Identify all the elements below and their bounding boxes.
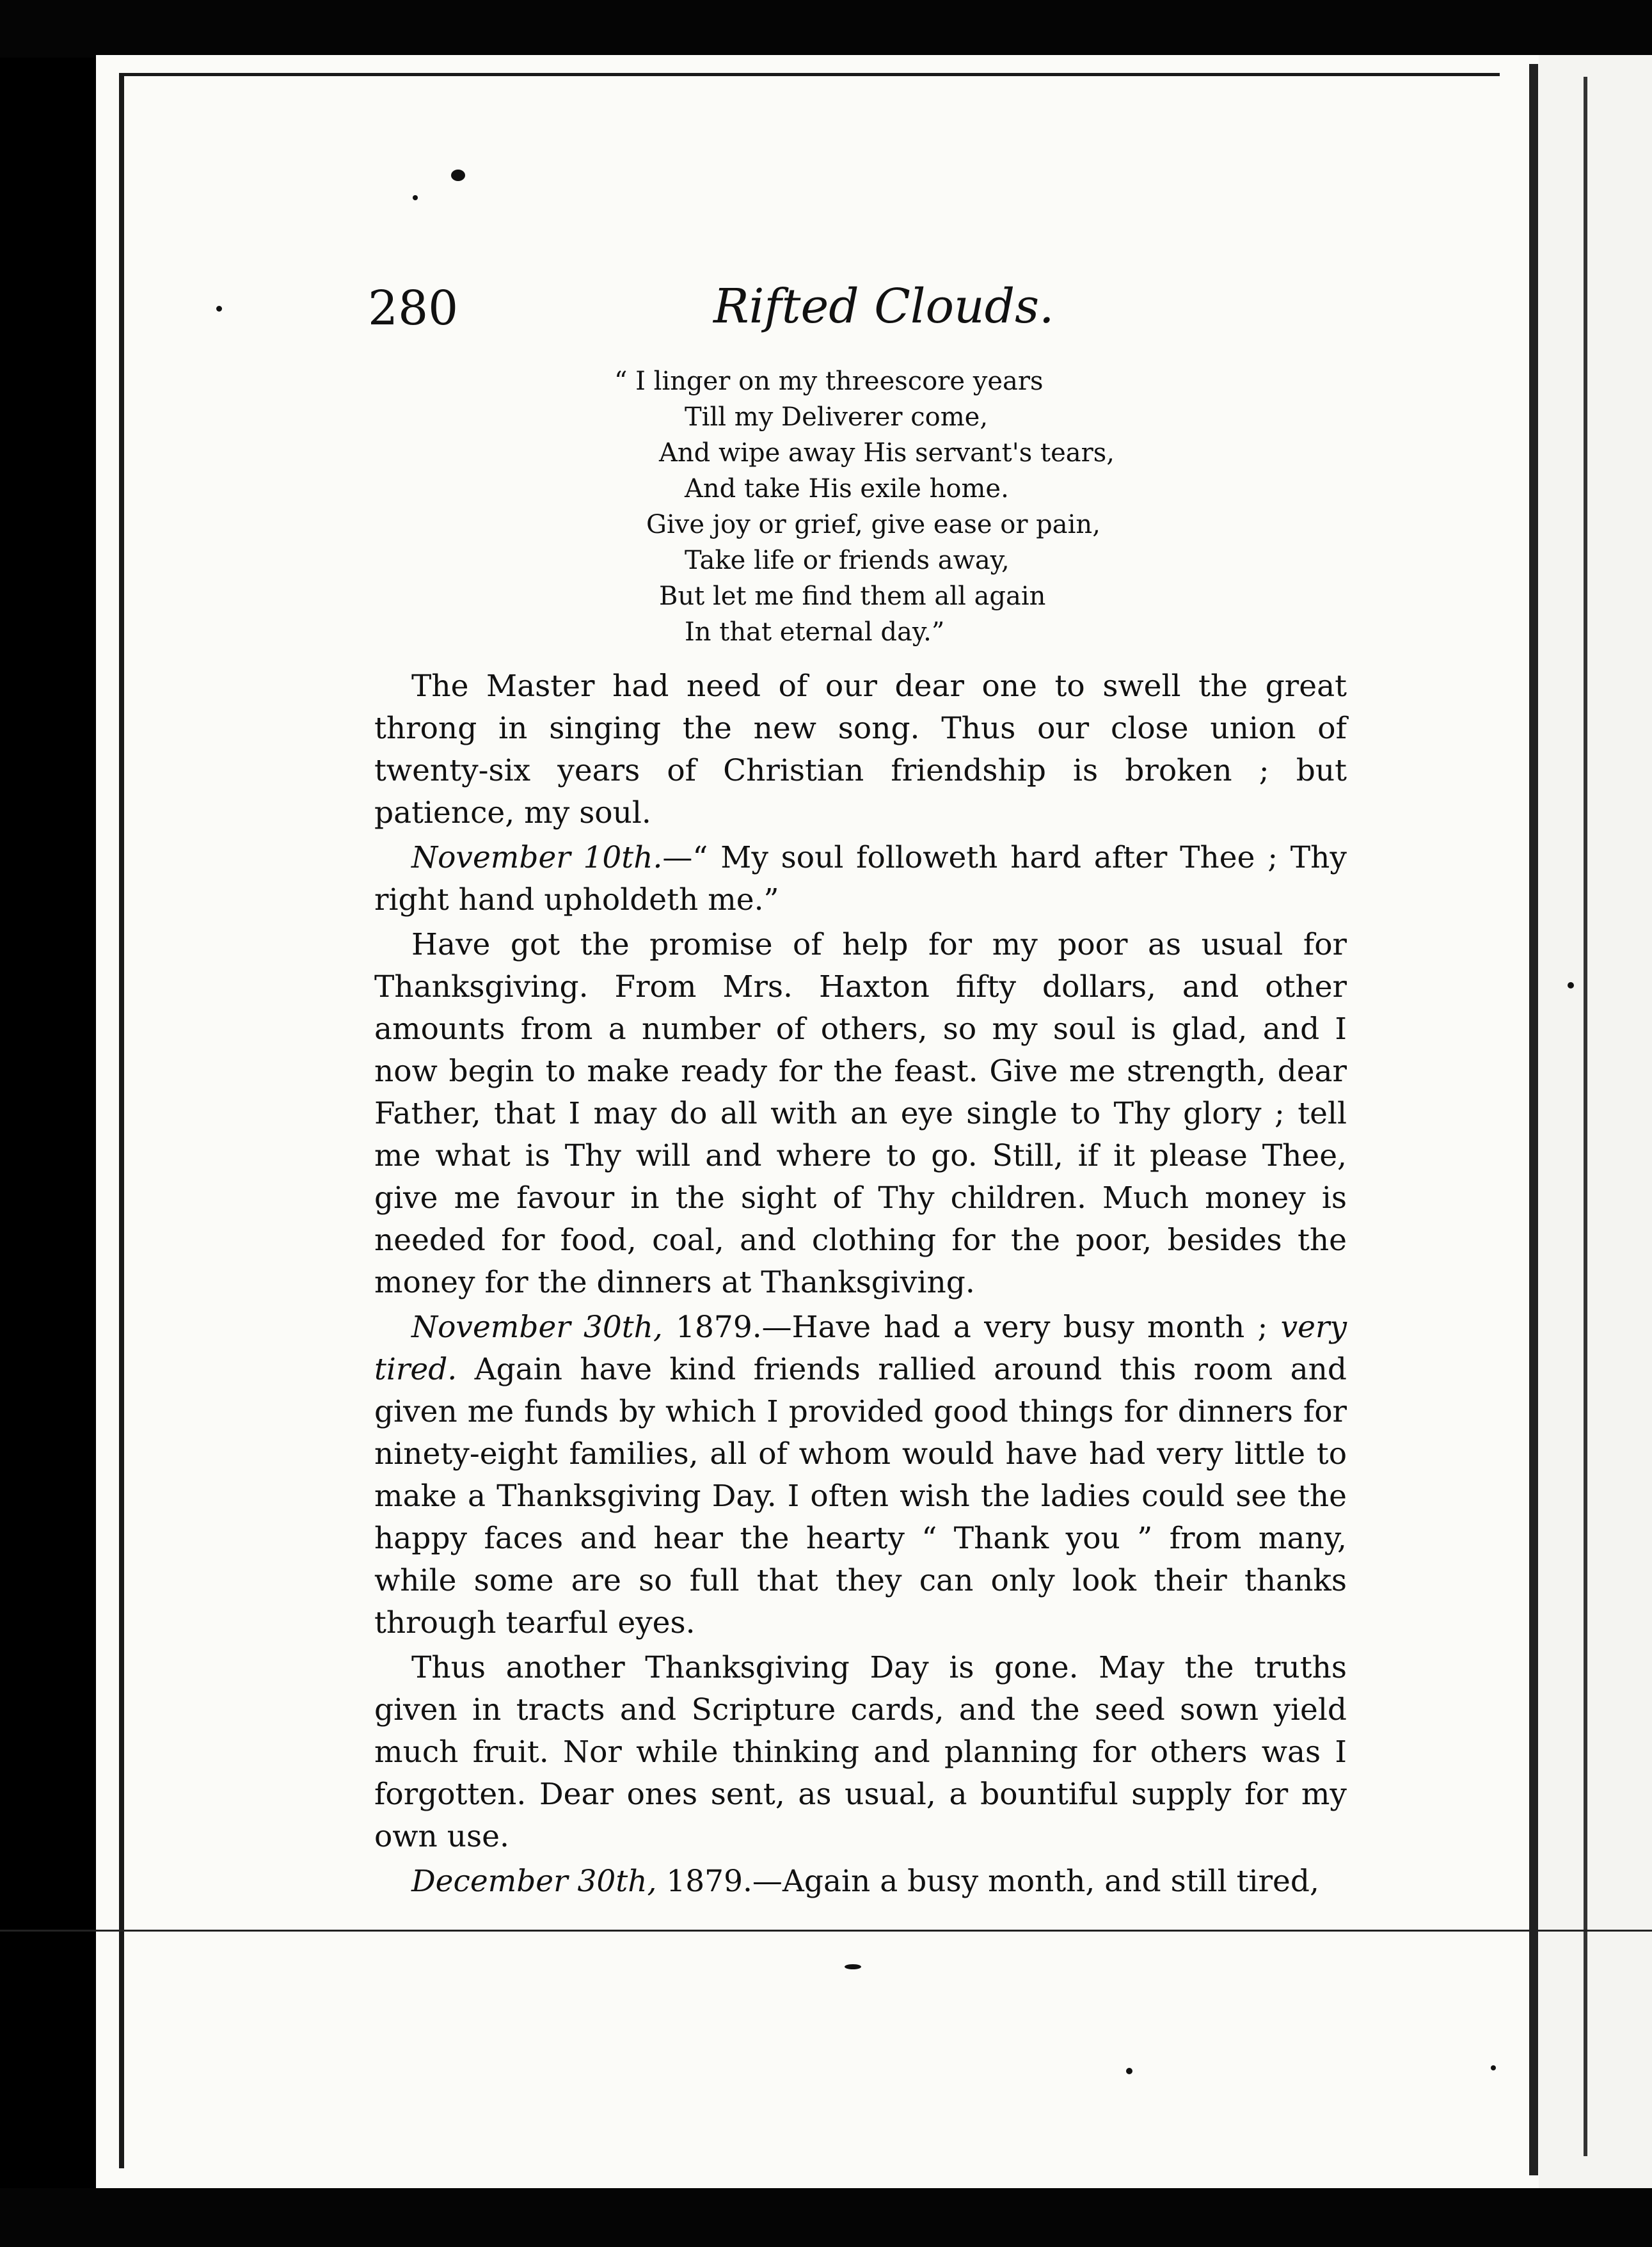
scan-speck [451,170,465,181]
scan-speck [216,306,222,312]
poem-line: Till my Deliverer come, [685,402,989,432]
scan-horizontal-line [0,1930,1652,1932]
scan-speck [413,195,418,200]
page-spine-edge [1529,64,1538,2175]
diary-date: December 30th, [411,1864,657,1899]
paragraph [374,837,1347,921]
body-text [374,665,1347,1905]
poem-line: In that eternal day.” [685,617,945,647]
paragraph [374,1861,1347,1903]
scan-speck [1126,2068,1132,2074]
scan-speck [1568,982,1574,989]
scan-bottom-border [0,2188,1652,2247]
poem-line: “ I linger on my threescore years [614,367,1044,396]
poem-line: Take life or friends away, [685,546,1010,575]
diary-date: November 10th. [411,840,663,875]
adjacent-page-edge [1584,77,1587,2156]
running-title: Rifted Clouds. [713,279,1054,334]
paragraph [374,1306,1347,1644]
scan-speck [1491,2065,1496,2070]
page-number: 280 [368,281,459,336]
poem-line: But let me find them all again [659,582,1046,611]
emphasis: very tired. [374,1310,1347,1387]
poem-line: And wipe away His servant's tears, [659,438,1115,468]
paragraph-text: 1879.—Have had a very busy month ; [662,1310,1281,1345]
poem-line: And take His exile home. [685,474,1009,504]
paragraph-text: Again have kind friends rallied around this room and given me funds by which I provided good things for dinners for ninety-eight families, all of whom would have had very little to make a Thanksgiving Day. I often wish the ladies could see the happy faces and hear the hearty “ Thank you ” from many, while some are so full that they can only look their thanks through tearful eyes. [374,1352,1347,1640]
adjacent-page-strip [1539,55,1652,2192]
poem-stanza [614,363,1241,650]
scan-speck [845,1964,861,1969]
paragraph: The Master had need of our dear one to swell the great throng in singing the new song. Thus our close union of twenty-six years of Christian friendship is broken ; but patience, my soul. [374,669,1347,830]
poem-line: Give joy or grief, give ease or pain, [646,510,1100,539]
paragraph-text: —“ My soul followeth hard after Thee ; Thy right hand upholdeth me.” [374,840,1347,917]
paragraph: Have got the promise of help for my poor as usual for Thanksgiving. From Mrs. Haxton fifty dollars, and other amounts from a number of others, so my soul is glad, and I now begin to make ready for the feast. Give me strength, dear Father, that I may do all with an eye single to Thy glory ; tell me what is Thy will and where to go. Still, if it please Thee, give me favour in the sight of Thy children. Much money is needed for food, coal, and clothing for the poor, besides the money for the dinners at Thanksgiving. [374,927,1347,1300]
paragraph-text: 1879.—Again a busy month, and still tired, [656,1864,1319,1899]
scan-top-border [0,0,1652,58]
paragraph: Thus another Thanksgiving Day is gone. May the truths given in tracts and Scripture cards, and the seed sown yield much fruit. Nor while thinking and planning for others was I forgotten. Dear ones sent, as usual, a bountiful supply for my own use. [374,1650,1347,1854]
diary-date: November 30th, [411,1310,663,1345]
